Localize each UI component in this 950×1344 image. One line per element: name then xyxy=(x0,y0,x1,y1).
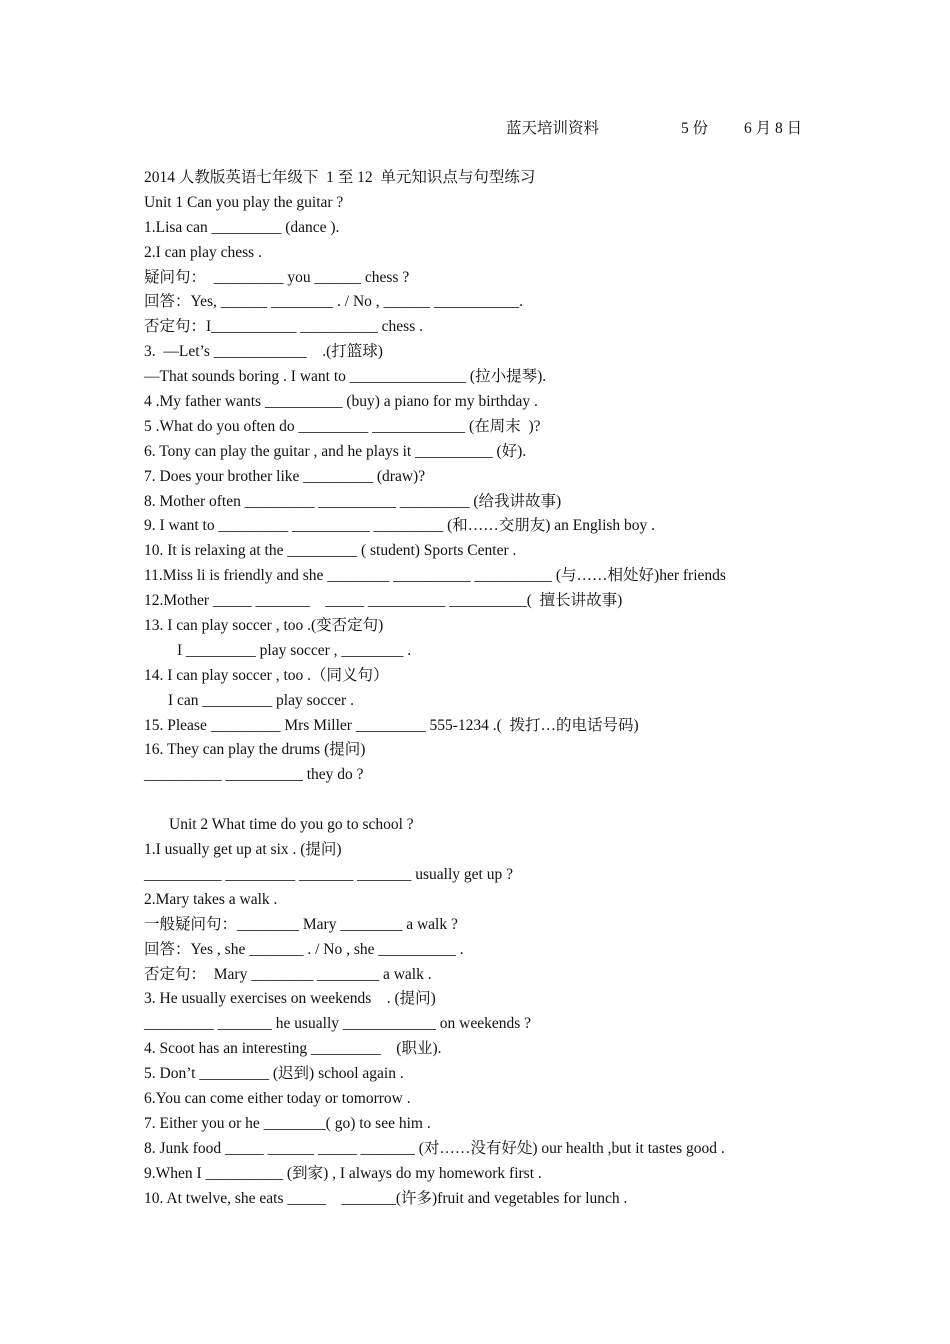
exercise-line: 5. Don’t _________ (迟到) school again . xyxy=(144,1065,404,1083)
document-title: 2014 人教版英语七年级下 1 至 12 单元知识点与句型练习 xyxy=(144,169,536,186)
exercise-line: 10. It is relaxing at the _________ ( student) Sports Center . xyxy=(144,542,517,560)
exercise-line: 回答：Yes , she _______ . / No , she __________ . xyxy=(144,940,464,958)
exercise-line: 3. —Let’s ____________ .(打篮球) xyxy=(144,343,383,361)
exercise-line: 1.I usually get up at six . (提问) xyxy=(144,841,342,859)
exercise-line: _________ _______ he usually ____________ on weekends ? xyxy=(144,1015,532,1033)
exercise-line: 11.Miss li is friendly and she ________ __________ __________ (与……相处好)her friends xyxy=(144,567,726,585)
exercise-line: __________ __________ they do ? xyxy=(144,766,364,784)
exercise-line: 4. Scoot has an interesting _________ (职业). xyxy=(144,1040,442,1058)
exercise-line: 5 .What do you often do _________ ____________ (在周末 )? xyxy=(144,417,541,435)
exercise-line: 10. At twelve, she eats _____ _______(许多)fruit and vegetables for lunch . xyxy=(144,1189,628,1207)
exercise-line: 7. Does your brother like _________ (draw)? xyxy=(144,467,426,485)
exercise-line: 回答：Yes, ______ ________ . / No , ______ ___________. xyxy=(144,293,524,311)
header-title: 蓝天培训资料 xyxy=(506,120,600,137)
exercise-line: 3. He usually exercises on weekends . (提问) xyxy=(144,990,436,1008)
unit-1-heading: Unit 1 Can you play the guitar ? xyxy=(144,193,344,211)
worksheet-body xyxy=(144,166,804,1211)
exercise-line: 9.When I __________ (到家) , I always do my homework first . xyxy=(144,1164,542,1182)
exercise-line: 7. Either you or he ________( go) to see him . xyxy=(144,1114,431,1132)
exercise-line: __________ _________ _______ _______ usually get up ? xyxy=(144,865,513,883)
exercise-line: 一般疑问句：________ Mary ________ a walk ? xyxy=(144,915,458,933)
exercise-line: I can _________ play soccer . xyxy=(168,691,354,709)
exercise-line: 2.Mary takes a walk . xyxy=(144,890,278,908)
exercise-line: 疑问句： _________ you ______ chess ? xyxy=(144,268,410,286)
exercise-line: 6.You can come either today or tomorrow . xyxy=(144,1089,411,1107)
exercise-line: 8. Junk food _____ ______ _____ _______ (对……没有好处) our health ,but it tastes good . xyxy=(144,1139,725,1157)
unit-2-heading: Unit 2 What time do you go to school ? xyxy=(169,816,414,834)
exercise-line: 15. Please _________ Mrs Miller _________ 555-1234 .( 拨打…的电话号码) xyxy=(144,716,639,734)
exercise-line: 6. Tony can play the guitar , and he plays it __________ (好). xyxy=(144,442,527,460)
spacer xyxy=(144,788,804,813)
exercise-line: 14. I can play soccer , too .（同义句） xyxy=(144,666,389,684)
header-date: 6 月 8 日 xyxy=(744,120,803,137)
exercise-line: 9. I want to _________ __________ _________ (和……交朋友) an English boy . xyxy=(144,517,656,535)
exercise-line: —That sounds boring . I want to _______________ (拉小提琴). xyxy=(144,368,547,386)
exercise-line: 8. Mother often _________ __________ _________ (给我讲故事) xyxy=(144,492,562,510)
exercise-line: 13. I can play soccer , too .(变否定句) xyxy=(144,617,384,635)
exercise-line: 否定句： Mary ________ ________ a walk . xyxy=(144,965,432,983)
exercise-line: 1.Lisa can _________ (dance ). xyxy=(144,218,340,236)
exercise-line: 2.I can play chess . xyxy=(144,243,262,261)
exercise-line: 否定句：I___________ __________ chess . xyxy=(144,318,423,336)
header-copies: 5 份 xyxy=(681,120,709,137)
exercise-line: 4 .My father wants __________ (buy) a piano for my birthday . xyxy=(144,393,538,411)
exercise-line: I _________ play soccer , ________ . xyxy=(177,641,412,659)
page-header xyxy=(506,116,826,140)
exercise-line: 12.Mother _____ _______ _____ __________ __________( 擅长讲故事) xyxy=(144,592,623,610)
exercise-line: 16. They can play the drums (提问) xyxy=(144,741,366,759)
